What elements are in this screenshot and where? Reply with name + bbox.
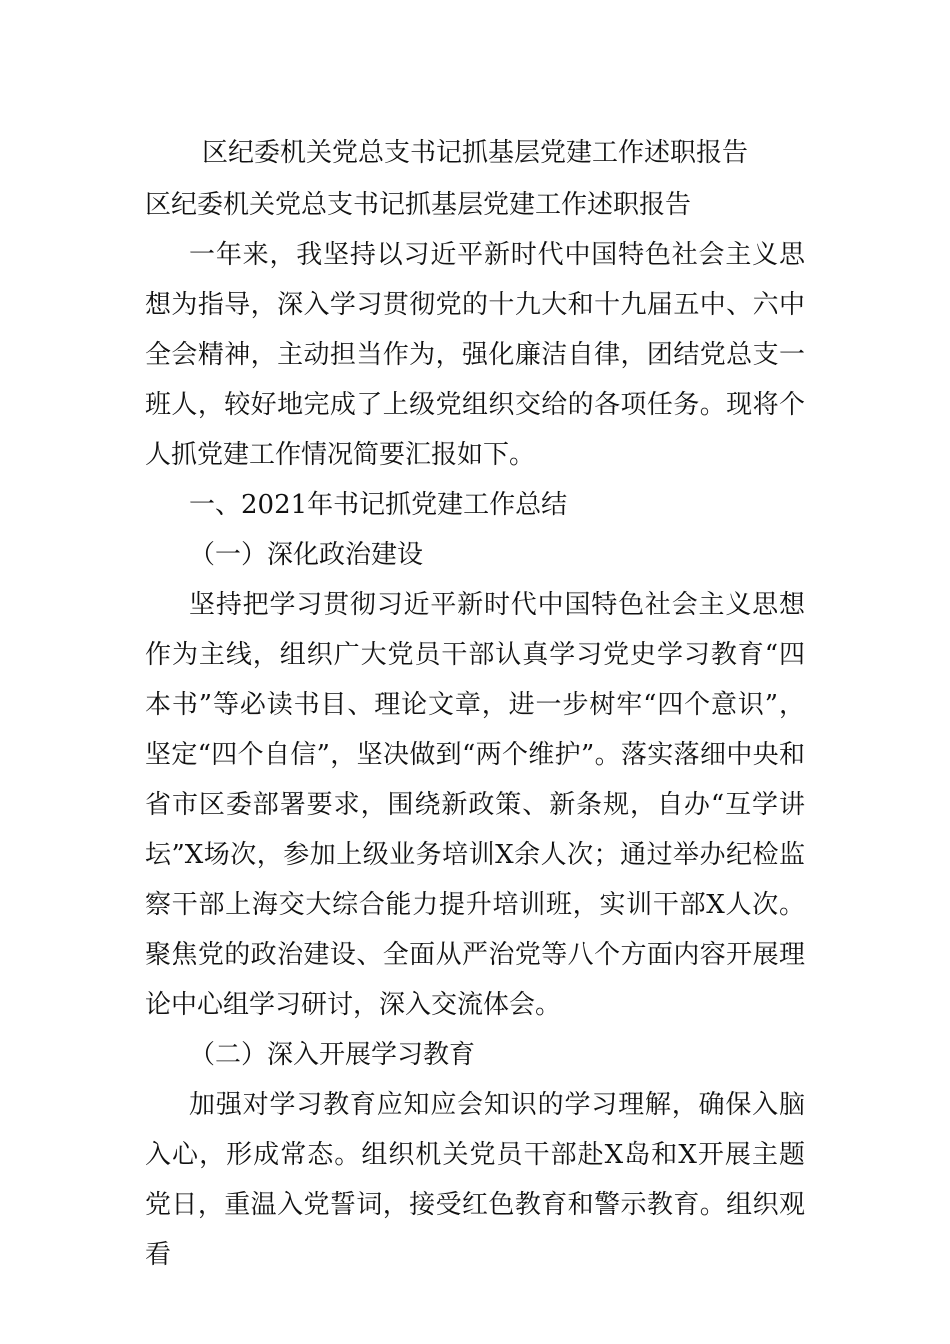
body-paragraph: 坚持把学习贯彻习近平新时代中国特色社会主义思想作为主线，组织广大党员干部认真学习党史学习教育“四本书”等必读书目、理论文章，进一步树牢“四个意识”，坚定“四个自信”，坚决做到“两个维护”。落实落细中央和省市区委部署要求，围绕新政策、新条规，自办“互学讲坛”X场次，参加上级业务培训X余人次；通过举办纪检监察干部上海交大综合能力提升培训班，实训干部X人次。聚焦党的政治建设、全面从严治党等八个方面内容开展理论中心组学习研讨，深入交流体会。 <box>145 590 805 1020</box>
intro-paragraph: 一年来，我坚持以习近平新时代中国特色社会主义思想为指导，深入学习贯彻党的十九大和十九届五中、六中全会精神，主动担当作为，强化廉洁自律，团结党总支一班人，较好地完成了上级党组织交给的各项任务。现将个人抓党建工作情况简要汇报如下。 <box>145 240 805 470</box>
document-title: 区纪委机关党总支书记抓基层党建工作述职报告 <box>201 138 748 168</box>
subsection-heading: （二）深入开展学习教育 <box>189 1040 476 1070</box>
section-heading: 一、2021年书记抓党建工作总结 <box>189 490 568 520</box>
document-heading: 区纪委机关党总支书记抓基层党建工作述职报告 <box>145 190 692 220</box>
body-paragraph: 加强对学习教育应知应会知识的学习理解，确保入脑入心，形成常态。组织机关党员干部赴X岛和X开展主题党日，重温入党誓词，接受红色教育和警示教育。组织观看 <box>145 1090 805 1270</box>
subsection-heading: （一）深化政治建设 <box>189 540 424 570</box>
document-body <box>145 180 805 1280</box>
